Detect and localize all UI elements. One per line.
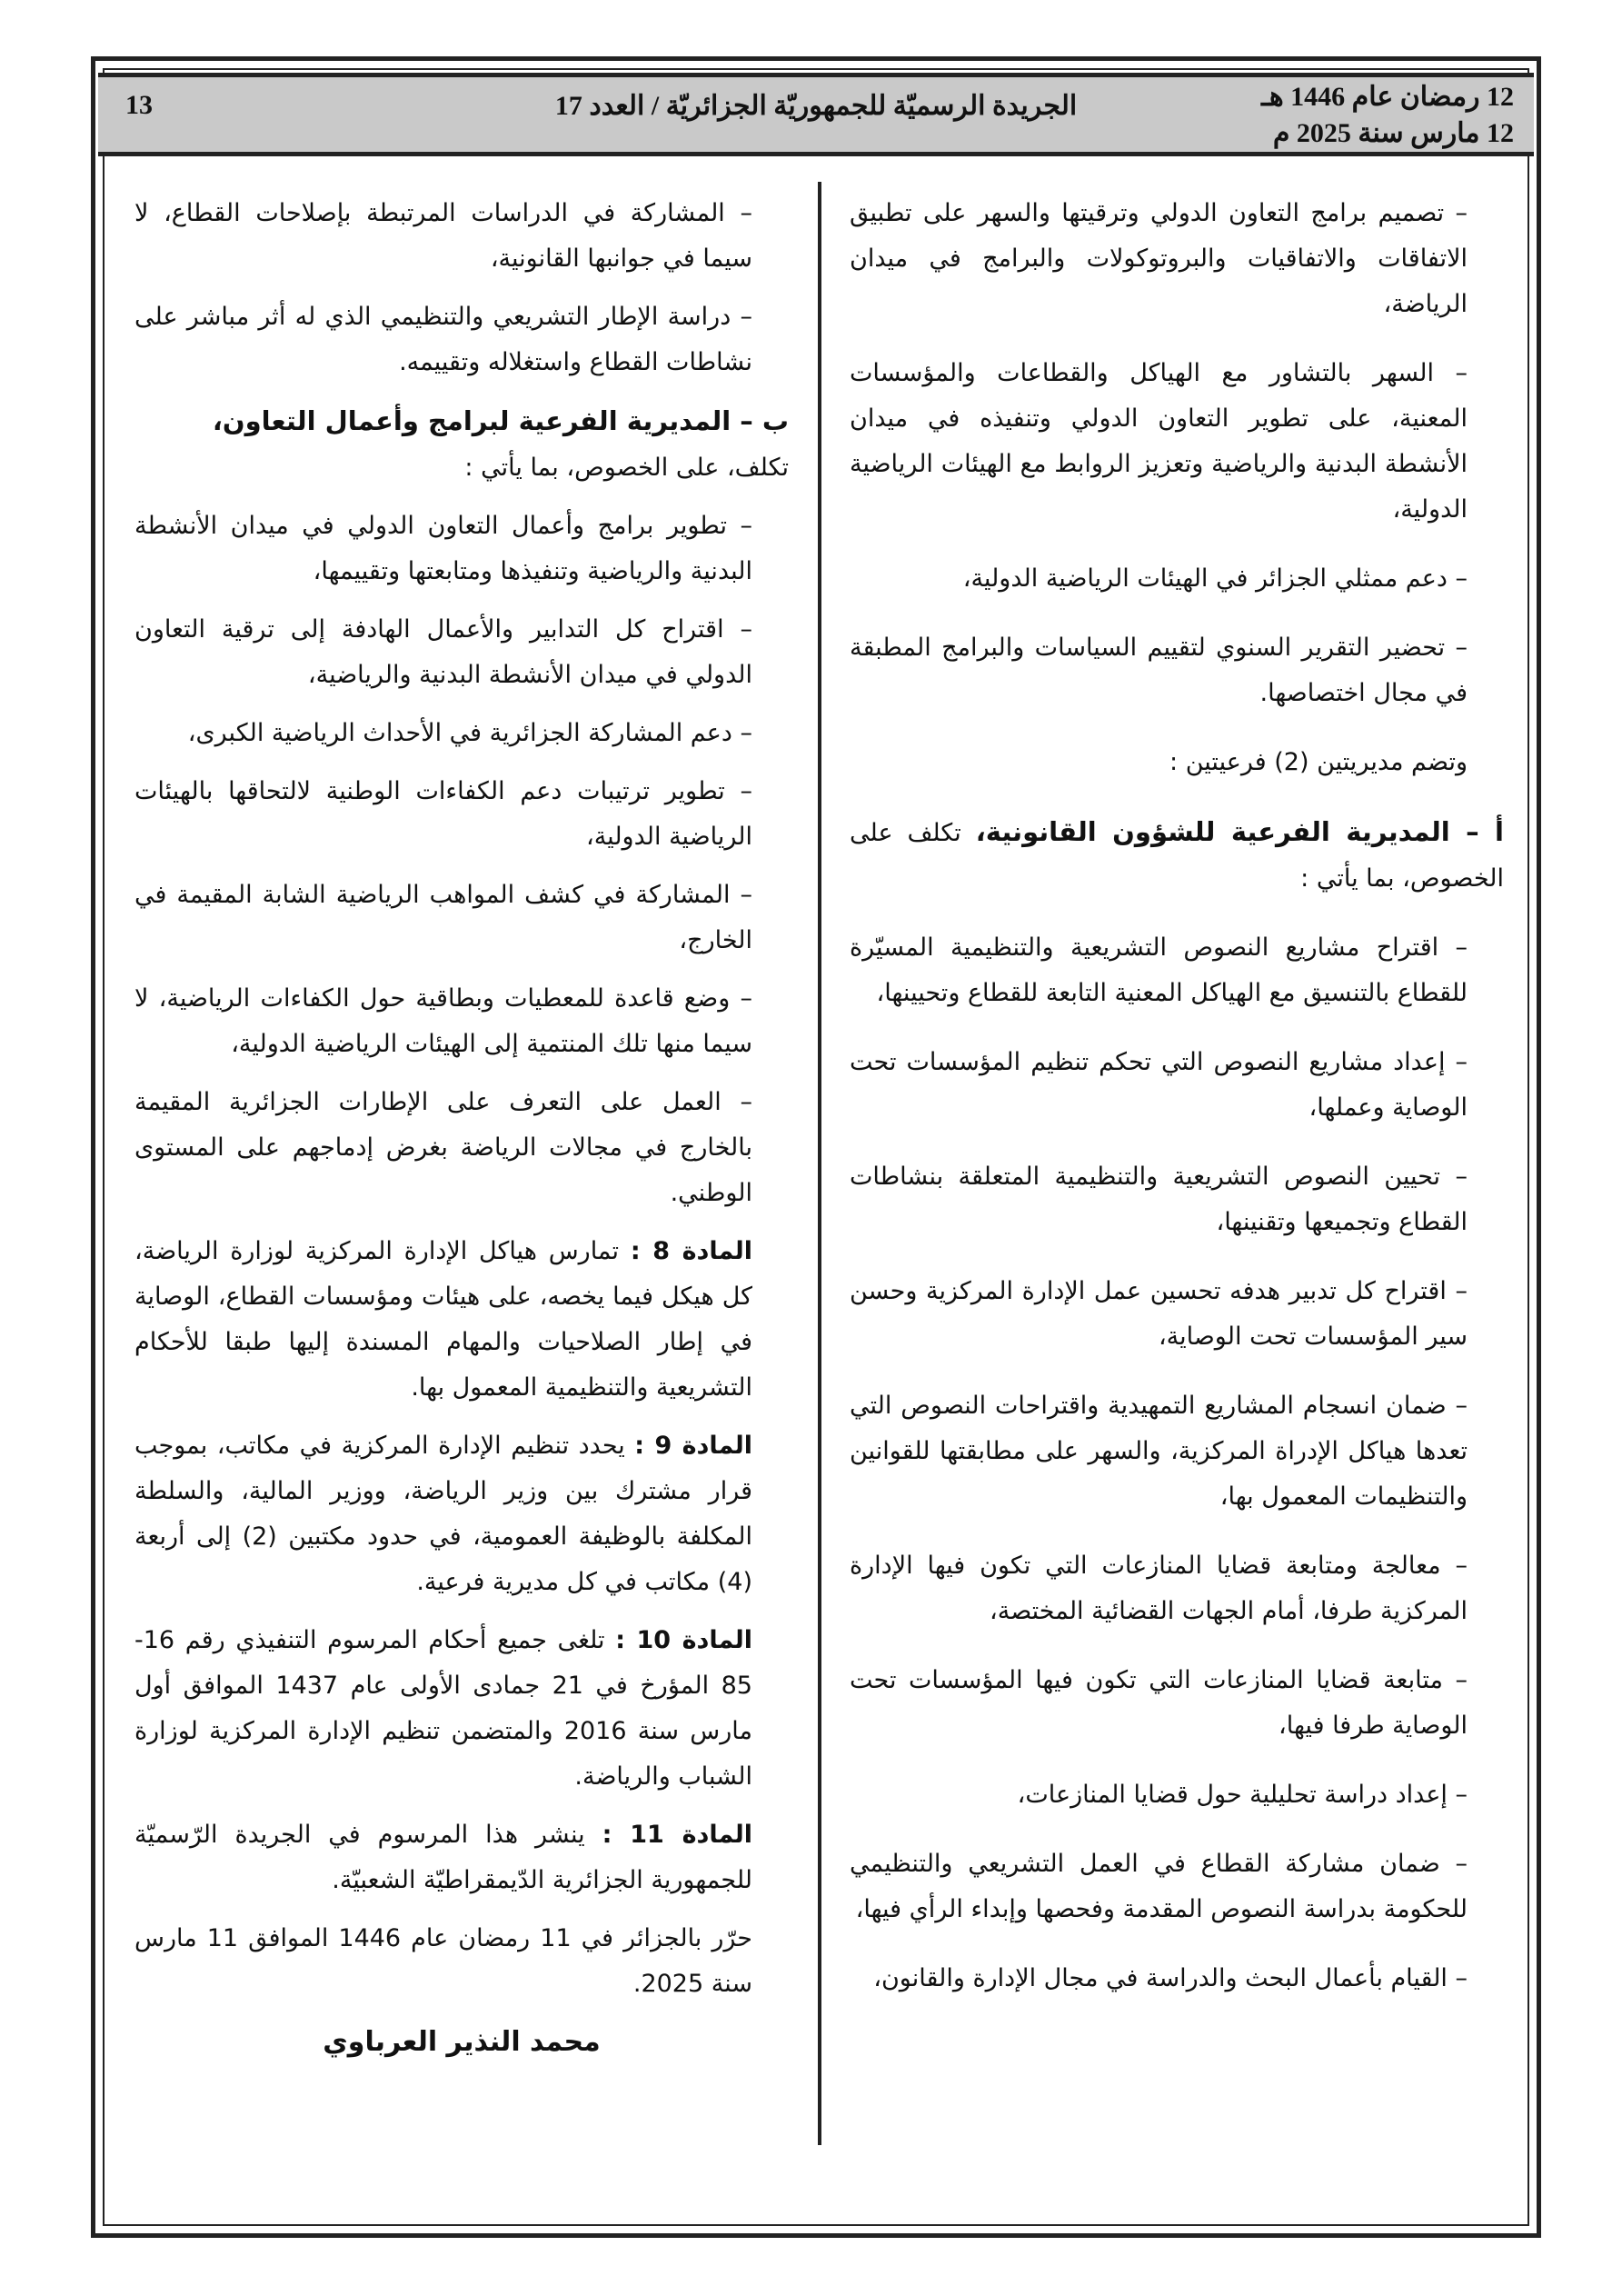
issue-date xyxy=(1261,79,1514,152)
paragraph: – اقتراح كل التدابير والأعمال الهادفة إلى ترقية التعاون الدولي في ميدان الأنشطة البدنية والرياضية، xyxy=(134,615,752,689)
paragraph: – تحضير التقرير السنوي لتقييم السياسات والبرامج المطبقة في مجال اختصاصها. xyxy=(850,634,1468,707)
paragraph: – تطوير ترتيبات دعم الكفاءات الوطنية لالتحاقها بالهيئات الرياضية الدولية، xyxy=(134,777,752,851)
subdirectorate-a-text: تكلف على الخصوص، بما يأتي : xyxy=(850,819,1504,893)
paragraph: – العمل على التعرف على الإطارات الجزائرية المقيمة بالخارج في مجالات الرياضة بغرض إدماجهم على المستوى الوطني. xyxy=(134,1088,752,1207)
paragraph: – إعداد مشاريع النصوص التي تحكم تنظيم المؤسسات تحت الوصاية وعملها، xyxy=(850,1048,1468,1122)
paragraph: – اقتراح كل تدبير هدفه تحسين عمل الإدارة المركزية وحسن سير المؤسسات تحت الوصاية، xyxy=(850,1277,1468,1351)
closing-statement: حرّر بالجزائر في 11 رمضان عام 1446 الموافق 11 مارس سنة 2025. xyxy=(134,1924,752,1998)
paragraph: – دعم المشاركة الجزائرية في الأحداث الرياضية الكبرى، xyxy=(187,719,752,747)
article-8 xyxy=(134,1229,789,1411)
paragraph: – دراسة الإطار التشريعي والتنظيمي الذي له أثر مباشر على نشاطات القطاع واستغلاله وتقييمه. xyxy=(134,303,752,376)
page-number: 13 xyxy=(125,90,153,120)
paragraph: – ضمان انسجام المشاريع التمهيدية واقتراحات النصوص التي تعدها هياكل الإدراة المركزية، والسهر على مطابقتها للقوانين والتنظيمات المعمول بها، xyxy=(850,1392,1468,1511)
paragraph: – تحيين النصوص التشريعية والتنظيمية المتعلقة بنشاطات القطاع وتجميعها وتقنينها، xyxy=(850,1163,1468,1236)
article-10 xyxy=(134,1618,789,1800)
right-column xyxy=(850,191,1504,2025)
subdirectorate-b-heading: ب – المديرية الفرعية لبرامج وأعمال التعاون، xyxy=(212,405,789,436)
subdirectorate-a xyxy=(850,809,1504,902)
subdirectorate-b xyxy=(134,398,789,491)
gazette-header xyxy=(98,73,1534,156)
paragraph: – دعم ممثلي الجزائر في الهيئات الرياضية الدولية، xyxy=(962,564,1468,593)
paragraph: – المشاركة في كشف المواهب الرياضية الشابة المقيمة في الخارج، xyxy=(134,881,752,954)
subdirectorate-a-heading: أ – المديرية الفرعية للشؤون القانونية، xyxy=(975,816,1505,847)
signature: محمد النذير العرباوي xyxy=(323,2026,601,2058)
column-divider xyxy=(818,182,821,2145)
article-text: تلغى جميع أحكام المرسوم التنفيذي رقم 16-85 المؤرخ في 21 جمادى الأولى عام 1437 الموافق أول مارس سنة 2016 والمتضمن تنظيم الإدارة المركزية لوزارة الشباب والرياضة. xyxy=(134,1626,752,1791)
article-11 xyxy=(134,1812,789,1903)
article-text: تمارس هياكل الإدارة المركزية لوزارة الرياضة، كل هيكل فيما يخصه، على هيئات ومؤسسات القطاع، الوصاية في إطار الصلاحيات والمهام المسندة إليها طبقا للأحكام التشريعية والتنظيمية المعمول بها. xyxy=(134,1237,752,1402)
article-label: المادة 8 : xyxy=(630,1237,753,1265)
paragraph: – اقتراح مشاريع النصوص التشريعية والتنظيمية المسيّرة للقطاع بالتنسيق مع الهياكل المعنية التابعة للقطاع وتحيينها، xyxy=(850,933,1468,1007)
subdirectorate-b-text: تكلف، على الخصوص، بما يأتي : xyxy=(464,454,789,482)
paragraph: – تطوير برامج وأعمال التعاون الدولي في ميدان الأنشطة البدنية والرياضية وتنفيذها ومتابعتها وتقييمها، xyxy=(134,512,752,585)
paragraph: – المشاركة في الدراسات المرتبطة بإصلاحات القطاع، لا سيما في جوانبها القانونية، xyxy=(134,199,752,273)
date-hijri: 12 رمضان عام 1446 هـ xyxy=(1261,82,1514,112)
paragraph: – تصميم برامج التعاون الدولي وترقيتها والسهر على تطبيق الاتفاقات والاتفاقيات والبروتوكولات والبرامج في ميدان الرياضة، xyxy=(850,199,1468,318)
article-label: المادة 11 : xyxy=(602,1821,753,1849)
gazette-title: الجريدة الرسميّة للجمهوريّة الجزائريّة / العدد 17 xyxy=(554,91,1078,121)
paragraph: – معالجة ومتابعة قضايا المنازعات التي تكون فيها الإدارة المركزية طرفا، أمام الجهات القضائية المختصة، xyxy=(850,1552,1468,1625)
paragraph: – السهر بالتشاور مع الهياكل والقطاعات والمؤسسات المعنية، على تطوير التعاون الدولي وتنفيذه في ميدان الأنشطة البدنية والرياضية وتعزيز الروابط مع الهيئات الرياضية الدولية، xyxy=(850,359,1468,524)
article-label: المادة 9 : xyxy=(634,1432,752,1460)
article-label: المادة 10 : xyxy=(615,1626,753,1654)
article-text: ينشر هذا المرسوم في الجريدة الرّسميّة للجمهورية الجزائرية الدّيمقراطيّة الشعبيّة. xyxy=(134,1821,752,1894)
article-text: يحدد تنظيم الإدارة المركزية في مكاتب، بموجب قرار مشترك بين وزير الرياضة، ووزير المالية، والسلطة المكلفة بالوظيفة العمومية، في حدود مكتبين (2) إلى أربعة (4) مكاتب في كل مديرية فرعية. xyxy=(134,1432,752,1596)
paragraph: – ضمان مشاركة القطاع في العمل التشريعي والتنظيمي للحكومة بدراسة النصوص المقدمة وفحصها وإبداء الرأي فيها، xyxy=(850,1850,1468,1923)
date-gregorian: 12 مارس سنة 2025 م xyxy=(1272,118,1514,148)
paragraph: – وضع قاعدة للمعطيات وبطاقية حول الكفاءات الرياضية، لا سيما منها تلك المنتمية إلى الهيئات الرياضية الدولية، xyxy=(134,984,752,1058)
paragraph: – القيام بأعمال البحث والدراسة في مجال الإدارة والقانون، xyxy=(873,1964,1468,1992)
paragraph: وتضم مديريتين (2) فرعيتين : xyxy=(1169,748,1468,776)
left-column xyxy=(134,191,789,2065)
paragraph: – متابعة قضايا المنازعات التي تكون فيها المؤسسات تحت الوصاية طرفا فيها، xyxy=(850,1666,1468,1740)
article-9 xyxy=(134,1423,789,1605)
paragraph: – إعداد دراسة تحليلية حول قضايا المنازعات، xyxy=(1017,1781,1468,1809)
